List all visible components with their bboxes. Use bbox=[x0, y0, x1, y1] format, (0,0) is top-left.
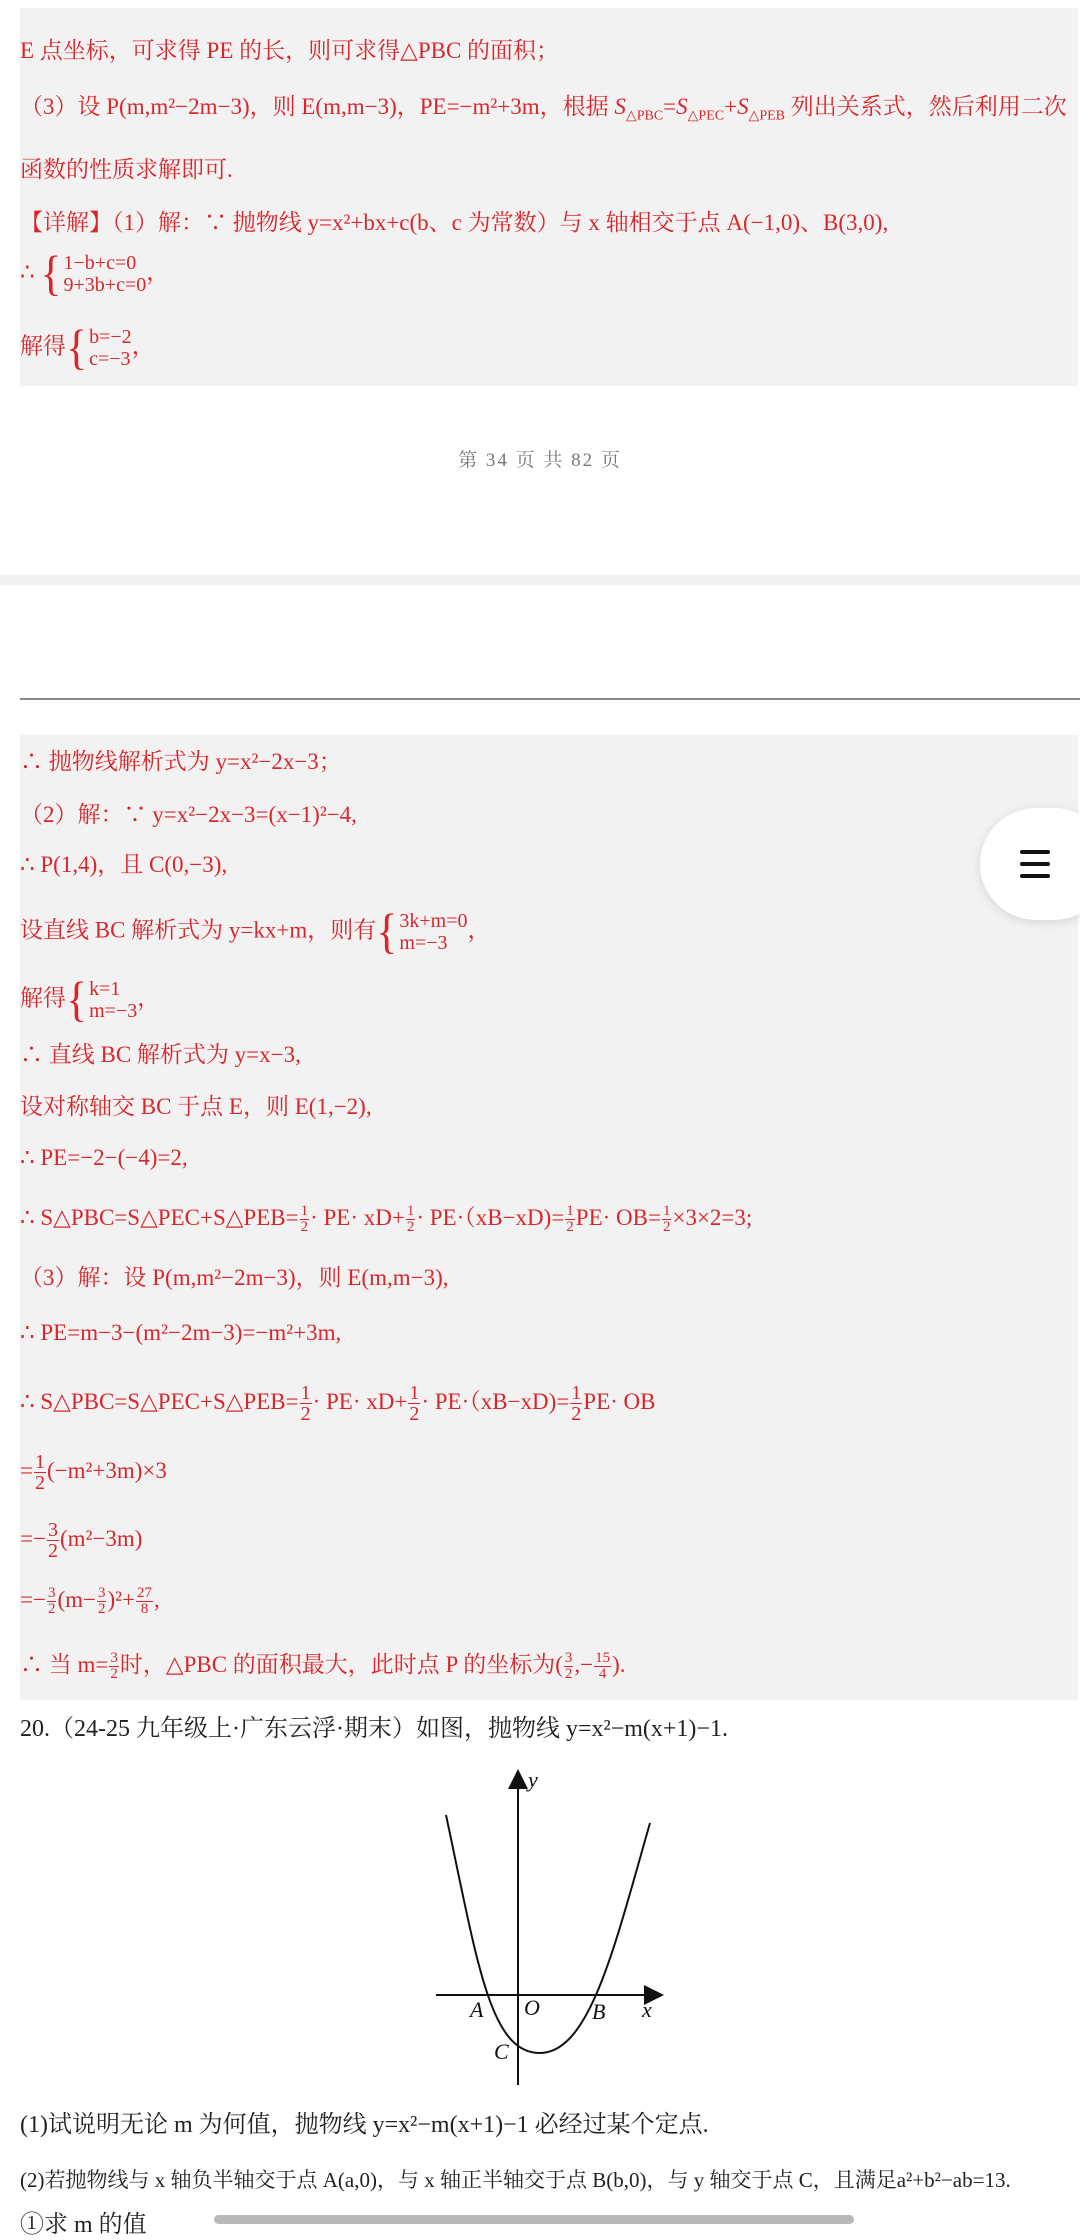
question-20-part-1: (1)试说明无论 m 为何值，抛物线 y=x²−m(x+1)−1 必经过某个定点. bbox=[20, 2112, 709, 2138]
solution-line-12: ∴ S△PBC=S△PEC+S△PEB= $\frac{1}{2}$ · PE· xD+ $\frac{1}{2}$ · PE·（xB−xD)= $\frac{1}{2}$ PE· OB bbox=[20, 1382, 656, 1425]
solution-line-4: 设直线 BC 解析式为 y=kx+m，则有{ 3k+m=0 m=−3 ， bbox=[20, 904, 491, 959]
header-rule bbox=[20, 698, 1080, 700]
solution-line-7: 设对称轴交 BC 于点 E，则 E(1,−2), bbox=[20, 1094, 372, 1119]
solution-line-8: ∴ PE=−2−(−4)=2, bbox=[20, 1145, 188, 1170]
solution-line-2: （2）解：∵ y=x²−2x−3=(x−1)²−4, bbox=[20, 802, 357, 827]
point-C-label: C bbox=[494, 2039, 509, 2064]
point-A-label: A bbox=[470, 1997, 484, 2022]
question-20-part-2: (2)若抛物线与 x 轴负半轴交于点 A(a,0)，与 x 轴正半轴交于点 B(b,0)，与 y 轴交于点 C，且满足a²+b²−ab=13. bbox=[20, 2168, 1011, 2192]
solution-line-11: ∴ PE=m−3−(m²−2m−3)=−m²+3m, bbox=[20, 1320, 342, 1345]
step3-hint-line: （3）设 P(m,m²−2m−3)，则 E(m,m−3)，PE=−m²+3m，根据 $S_{\triangle PBC}=S_{\triangle PEC}+S_{\triangle PEB}$ 列出关系式，然后利用二次 bbox=[20, 94, 1067, 124]
y-axis-label: y bbox=[528, 1767, 538, 1792]
parabola-graph bbox=[430, 1765, 670, 2095]
page-34 bbox=[0, 0, 1080, 575]
solution-line-3: ∴ P(1,4)，且 C(0,−3), bbox=[20, 852, 228, 877]
page-gap bbox=[0, 575, 1080, 585]
solution-line-5: 解得{ k=1 m=−3 ， bbox=[20, 972, 161, 1027]
hint-line: E 点坐标，可求得 PE 的长，则可求得△PBC 的面积； bbox=[20, 38, 560, 63]
solution-line-16: ∴ 当 m= $\frac{3}{2}$ 时，△PBC 的面积最大，此时点 P 的坐标为( $\frac{3}{2}$ ,− $\frac{15}{4}$ ). bbox=[20, 1650, 626, 1683]
question-20-part-2-1: ①求 m 的值 bbox=[20, 2212, 147, 2238]
menu-button[interactable] bbox=[980, 808, 1080, 920]
solution-line-14: =− $\frac{3}{2}$ (m²−3m) bbox=[20, 1519, 143, 1562]
solution-line-10: （3）解：设 P(m,m²−2m−3)，则 E(m,m−3), bbox=[20, 1265, 449, 1290]
solution-line-15: =− $\frac{3}{2}$ (m− $\frac{3}{2}$ )²+ $\frac{27}{8}$ , bbox=[20, 1585, 160, 1618]
solution-line-1: ∴ 抛物线解析式为 y=x²−2x−3； bbox=[20, 749, 342, 774]
step3-hint-line-2: 函数的性质求解即可. bbox=[20, 157, 233, 182]
system-1: ∴ { 1−b+c=0 9+3b+c=0 ， bbox=[20, 246, 170, 301]
horizontal-scrollbar[interactable] bbox=[214, 2215, 854, 2224]
x-axis-label: x bbox=[642, 1997, 652, 2022]
point-B-label: B bbox=[592, 1999, 606, 2024]
solution-line-13: = $\frac{1}{2}$ (−m²+3m)×3 bbox=[20, 1451, 167, 1494]
question-20-title: 20.（24-25 九年级上·广东云浮·期末）如图，抛物线 y=x²−m(x+1)−1. bbox=[20, 1716, 728, 1742]
solution-line-6: ∴ 直线 BC 解析式为 y=x−3, bbox=[20, 1042, 301, 1067]
origin-label: O bbox=[524, 1995, 540, 2020]
solution-line-9: ∴ S△PBC=S△PEC+S△PEB= $\frac{1}{2}$ · PE· xD+ $\frac{1}{2}$ · PE·（xB−xD)= $\frac{1}{2}$ PE· OB= $\frac{1}{2}$ ×3×2=3; bbox=[20, 1203, 753, 1236]
system-2: 解得{ b=−2 c=−3 ， bbox=[20, 320, 155, 375]
page-number: 第 34 页 共 82 页 bbox=[458, 450, 622, 471]
detail-line: 【详解】（1）解：∵ 抛物线 y=x²+bx+c(b、c 为常数）与 x 轴相交于点 A(−1,0)、B(3,0), bbox=[20, 210, 889, 235]
